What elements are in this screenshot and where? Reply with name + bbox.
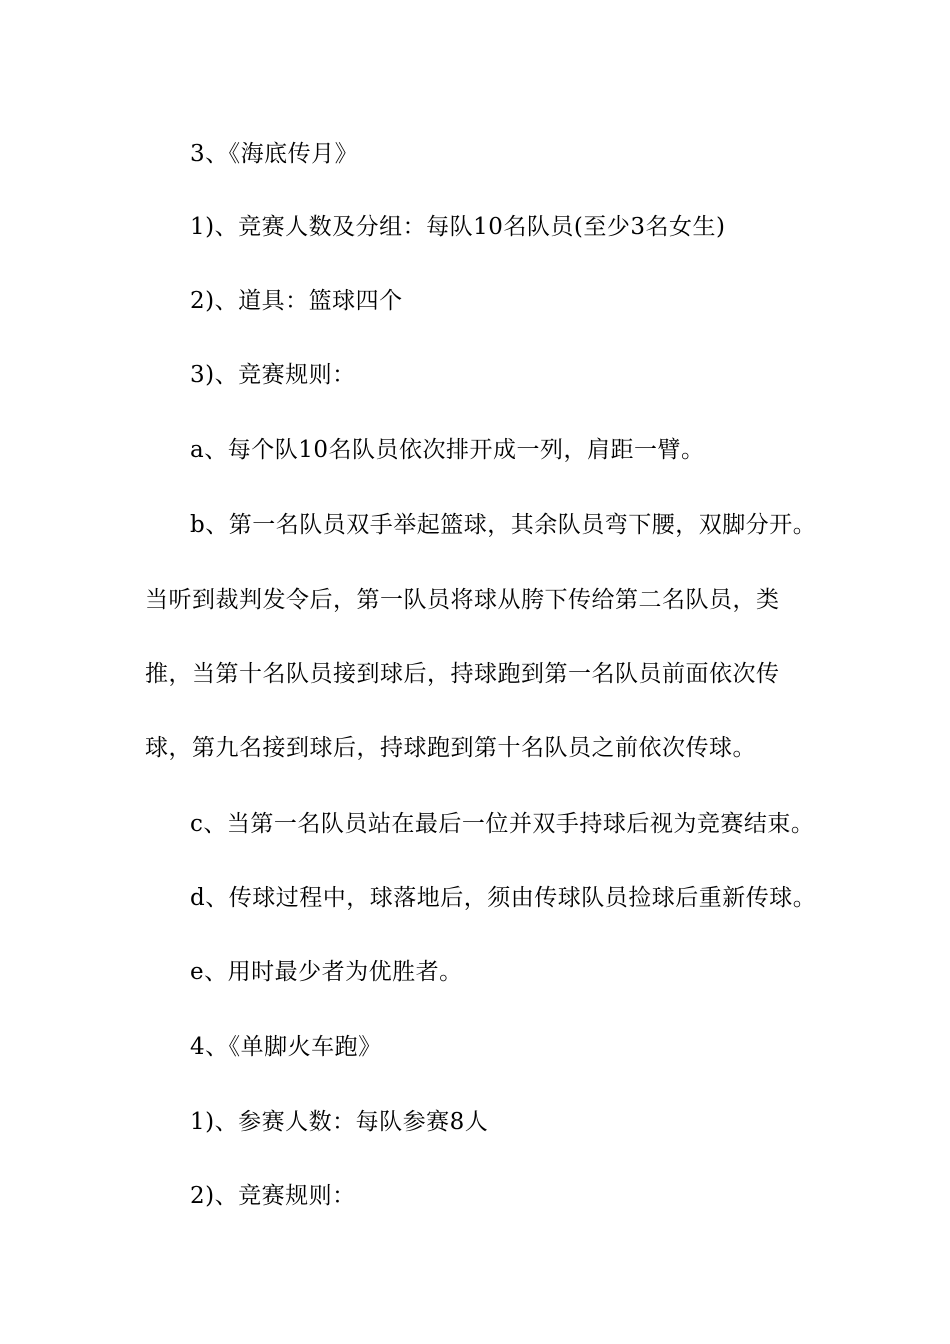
section-heading-4: 4、《单脚火车跑》 (190, 1034, 382, 1060)
paragraph-rules-heading-4: 2)、竞赛规则： (190, 1183, 356, 1209)
section-heading-3: 3、《海底传月》 (190, 141, 359, 167)
rule-item-a: a、每个队10名队员依次排开成一列，肩距一臂。 (190, 437, 705, 463)
paragraph-rules-heading: 3)、竞赛规则： (190, 362, 356, 388)
rule-item-d: d、传球过程中，球落地后，须由传球队员捡球后重新传球。 (190, 885, 817, 911)
rule-item-e: e、用时最少者为优胜者。 (190, 959, 463, 985)
paragraph-participants: 1)、竞赛人数及分组：每队10名队员(至少3名女生) (190, 214, 726, 240)
rule-item-c: c、当第一名队员站在最后一位并双手持球后视为竞赛结束。 (190, 811, 815, 837)
rule-item-b-continued-2: 推，当第十名队员接到球后，持球跑到第一名队员前面依次传 (145, 661, 780, 687)
rule-item-b-continued-1: 当听到裁判发令后，第一队员将球从胯下传给第二名队员，类 (145, 587, 780, 613)
rule-item-b-continued-3: 球，第九名接到球后，持球跑到第十名队员之前依次传球。 (145, 735, 756, 761)
paragraph-participants-4: 1)、参赛人数：每队参赛8人 (190, 1109, 489, 1135)
rule-item-b: b、第一名队员双手举起篮球，其余队员弯下腰，双脚分开。 (190, 512, 817, 538)
paragraph-props: 2)、道具：篮球四个 (190, 288, 403, 314)
